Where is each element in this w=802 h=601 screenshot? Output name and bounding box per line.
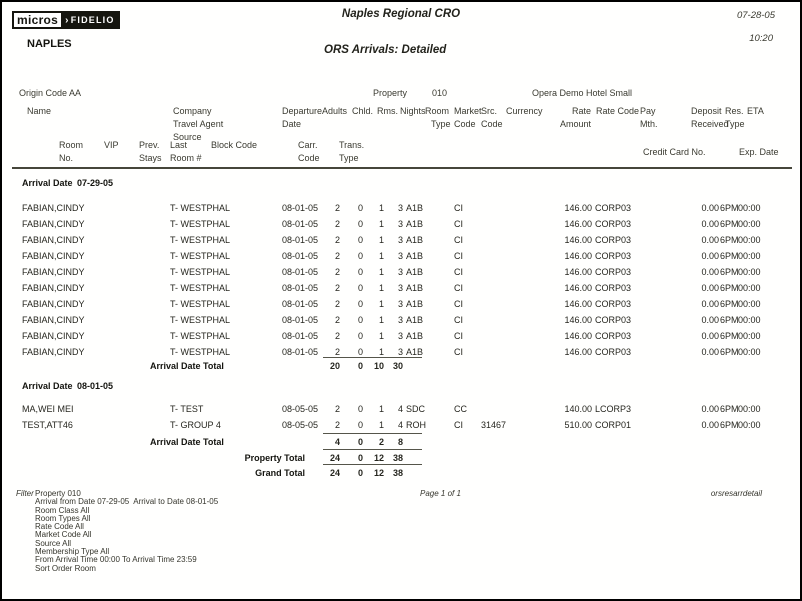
arrival-date-label: Arrival Date (22, 178, 73, 188)
cell-room_type: A1B (406, 315, 424, 325)
reservation-row (2, 419, 802, 432)
column-header-carr: Carr. (298, 140, 318, 150)
column-header-trans-type-line2: Type (339, 153, 359, 163)
column-header-company-line1: Company (173, 106, 212, 116)
micros-logo-text: micros (12, 11, 63, 29)
cell-market_code: CI (454, 420, 463, 430)
cell-rooms: 1 (378, 283, 384, 293)
cell-company: T- TEST (170, 404, 204, 414)
totals-rule (323, 449, 422, 450)
cell-departure: 08-05-05 (282, 404, 319, 414)
reservation-row (2, 403, 802, 416)
cell-res_type: 6PM (720, 404, 739, 414)
column-header-res: Res. (725, 106, 744, 116)
total-nights: 38 (392, 453, 403, 463)
cell-res_type: 6PM (720, 420, 739, 430)
total-nights: 30 (392, 361, 403, 371)
totals-rule (323, 357, 422, 358)
cell-res_type: 6PM (720, 315, 739, 325)
cell-rooms: 1 (378, 299, 384, 309)
origin-code-label: Origin Code (19, 88, 68, 98)
cell-company: T- WESTPHAL (170, 267, 231, 277)
filter-line: Membership Type All (35, 547, 110, 557)
property-short-name: NAPLES (27, 38, 72, 50)
cell-departure: 08-01-05 (282, 299, 319, 309)
cell-rate_code: CORP03 (595, 235, 632, 245)
cell-rate_code: CORP03 (595, 203, 632, 213)
cell-res_type: 6PM (720, 299, 739, 309)
cell-children: 0 (357, 203, 363, 213)
cell-rooms: 1 (378, 251, 384, 261)
cell-room_type: A1B (406, 267, 424, 277)
filter-criteria-list (35, 490, 218, 573)
column-header-last-room-number: Room # (170, 153, 202, 163)
totals-rule (323, 464, 422, 465)
cell-children: 0 (357, 299, 363, 309)
column-header-mth: Mth. (640, 119, 658, 129)
column-header-departure: Departure (282, 106, 323, 116)
cell-res_type: 6PM (720, 203, 739, 213)
cell-rate_amount: 146.00 (564, 299, 592, 309)
cell-company: T- WESTPHAL (170, 219, 231, 229)
total-rooms: 12 (373, 468, 384, 478)
filter-line: Room Types All (35, 513, 91, 523)
totals-rule (323, 433, 422, 434)
cell-name: FABIAN,CINDY (22, 267, 85, 277)
filter-line: Arrival from Date 07-29-05 Arrival to Date 08-01-05 (35, 497, 219, 507)
cell-market_code: CI (454, 251, 463, 261)
column-header-travel-agent: Travel Agent (173, 119, 224, 129)
arrival-date-value: 08-01-05 (77, 381, 114, 391)
arrival-date-value: 07-29-05 (77, 178, 114, 188)
property-name: Opera Demo Hotel Small (532, 88, 633, 98)
cell-adults: 2 (334, 283, 340, 293)
column-header-last: Last (170, 140, 188, 150)
cell-res_type: 6PM (720, 251, 739, 261)
cell-departure: 08-01-05 (282, 219, 319, 229)
cell-adults: 2 (334, 347, 340, 357)
filter-line: Market Code All (35, 530, 92, 540)
column-header-adults: Adults (322, 106, 348, 116)
total-children: 0 (357, 361, 363, 371)
cell-room_type: A1B (406, 219, 424, 229)
cell-rooms: 1 (378, 404, 384, 414)
column-header-src: Src. (481, 106, 498, 116)
cell-src_code: 31467 (481, 420, 507, 430)
cell-adults: 2 (334, 235, 340, 245)
cell-market_code: CI (454, 283, 463, 293)
cro-title: Naples Regional CRO (341, 8, 461, 20)
grand-total-row (2, 467, 802, 480)
column-header-credit-card: Credit Card No. (643, 147, 706, 157)
cell-departure: 08-01-05 (282, 331, 319, 341)
total-children: 0 (357, 453, 363, 463)
cell-adults: 2 (334, 267, 340, 277)
column-header-pay: Pay (640, 106, 656, 116)
cell-company: T- WESTPHAL (170, 299, 231, 309)
cell-rooms: 1 (378, 219, 384, 229)
cell-res_type: 6PM (720, 331, 739, 341)
print-date: 07-28-05 (736, 10, 775, 21)
grand-total-label: Grand Total (255, 468, 305, 478)
cell-children: 0 (357, 331, 363, 341)
cell-eta: 00:00 (738, 347, 761, 357)
cell-deposit: 0.00 (701, 404, 719, 414)
filter-line: Room Class All (35, 505, 90, 515)
cell-company: T- WESTPHAL (170, 283, 231, 293)
cell-name: FABIAN,CINDY (22, 299, 85, 309)
cell-company: T- WESTPHAL (170, 203, 231, 213)
cell-rate_code: CORP03 (595, 347, 632, 357)
property-label: Property (373, 88, 408, 98)
property-total-label: Property Total (244, 453, 305, 463)
total-rooms: 10 (373, 361, 384, 371)
cell-company: T- WESTPHAL (170, 331, 231, 341)
cell-rate_code: LCORP3 (595, 404, 632, 414)
cell-room_type: A1B (406, 235, 424, 245)
cell-nights: 3 (397, 267, 403, 277)
column-header-children: Chld. (352, 106, 374, 116)
cell-eta: 00:00 (738, 203, 761, 213)
column-header-received: Received (691, 119, 729, 129)
cell-name: FABIAN,CINDY (22, 331, 85, 341)
column-header-exp-date: Exp. Date (739, 147, 779, 157)
cell-room_type: A1B (406, 251, 424, 261)
cell-eta: 00:00 (738, 251, 761, 261)
cell-nights: 4 (397, 404, 403, 414)
cell-children: 0 (357, 420, 363, 430)
column-header-block-code: Block Code (211, 140, 258, 150)
cell-nights: 3 (397, 283, 403, 293)
report-title: ORS Arrivals: Detailed (324, 44, 447, 56)
reservation-row (2, 330, 802, 343)
total-adults: 24 (329, 468, 340, 478)
cell-eta: 00:00 (738, 219, 761, 229)
cell-children: 0 (357, 283, 363, 293)
cell-company: T- WESTPHAL (170, 251, 231, 261)
cell-adults: 2 (334, 404, 340, 414)
cell-room_type: A1B (406, 283, 424, 293)
cell-children: 0 (357, 267, 363, 277)
column-header-date: Date (282, 119, 302, 129)
reservation-row (2, 234, 802, 247)
total-children: 0 (357, 437, 363, 447)
cell-market_code: CI (454, 267, 463, 277)
column-header-carr-code-line2: Code (298, 153, 320, 163)
cell-rooms: 1 (378, 347, 384, 357)
total-nights: 8 (397, 437, 403, 447)
cell-rate_amount: 146.00 (564, 315, 592, 325)
total-nights: 38 (392, 468, 403, 478)
reservation-row (2, 218, 802, 231)
arrow-right-icon: › (65, 14, 70, 26)
cell-deposit: 0.00 (701, 299, 719, 309)
cell-departure: 08-01-05 (282, 283, 319, 293)
arrival-date-total-label: Arrival Date Total (150, 361, 224, 371)
reservation-row (2, 314, 802, 327)
filter-line: Source All (35, 538, 72, 548)
cell-market_code: CI (454, 331, 463, 341)
filter-line: Property 010 (35, 489, 81, 498)
cell-res_type: 6PM (720, 219, 739, 229)
cell-deposit: 0.00 (701, 267, 719, 277)
cell-deposit: 0.00 (701, 203, 719, 213)
filter-label: Filter (16, 489, 34, 498)
cell-departure: 08-01-05 (282, 267, 319, 277)
cell-market_code: CI (454, 219, 463, 229)
total-rooms: 2 (378, 437, 384, 447)
cell-rate_amount: 146.00 (564, 283, 592, 293)
cell-name: TEST,ATT46 (22, 420, 73, 430)
cell-children: 0 (357, 315, 363, 325)
column-header-res-type-line2: Type (725, 119, 745, 129)
cell-rate_amount: 146.00 (564, 203, 592, 213)
column-header-rooms: Rms. (377, 106, 398, 116)
cell-name: FABIAN,CINDY (22, 203, 85, 213)
cell-deposit: 0.00 (701, 420, 719, 430)
reservation-row (2, 282, 802, 295)
cell-deposit: 0.00 (701, 235, 719, 245)
column-header-prev: Prev. (139, 140, 160, 150)
cell-eta: 00:00 (738, 235, 761, 245)
cell-nights: 3 (397, 219, 403, 229)
cell-eta: 00:00 (738, 283, 761, 293)
filter-line: From Arrival Time 00:00 To Arrival Time 23:59 (35, 555, 197, 565)
cell-eta: 00:00 (738, 331, 761, 341)
cell-rate_code: CORP03 (595, 251, 632, 261)
column-header-eta: ETA (747, 106, 764, 116)
total-adults: 24 (329, 453, 340, 463)
column-header-room-no-line1: Room (59, 140, 84, 150)
cell-rate_amount: 146.00 (564, 219, 592, 229)
cell-name: FABIAN,CINDY (22, 219, 85, 229)
cell-nights: 3 (397, 251, 403, 261)
cell-deposit: 0.00 (701, 219, 719, 229)
cell-departure: 08-01-05 (282, 315, 319, 325)
cell-eta: 00:00 (738, 420, 761, 430)
cell-market_code: CI (454, 347, 463, 357)
cell-adults: 2 (334, 420, 340, 430)
cell-children: 0 (357, 251, 363, 261)
cell-departure: 08-05-05 (282, 420, 319, 430)
cell-adults: 2 (334, 299, 340, 309)
cell-room_type: A1B (406, 203, 424, 213)
cell-rate_amount: 146.00 (564, 235, 592, 245)
cell-rate_amount: 146.00 (564, 251, 592, 261)
origin-code-value: AA (69, 88, 82, 98)
cell-market_code: CI (454, 315, 463, 325)
section-arrival-date (2, 380, 802, 393)
arrival-date-total-row (2, 436, 802, 449)
column-header-source: Source (173, 132, 202, 142)
print-time: 10:20 (749, 33, 773, 44)
cell-deposit: 0.00 (701, 315, 719, 325)
reservation-row (2, 266, 802, 279)
cell-rate_code: CORP03 (595, 331, 632, 341)
cell-children: 0 (357, 219, 363, 229)
cell-rate_amount: 146.00 (564, 267, 592, 277)
cell-name: FABIAN,CINDY (22, 251, 85, 261)
arrival-date-total-label: Arrival Date Total (150, 437, 224, 447)
report-id: orsresarrdetail (710, 489, 762, 498)
total-adults: 20 (329, 361, 340, 371)
cell-name: FABIAN,CINDY (22, 347, 85, 357)
cell-company: T- GROUP 4 (170, 420, 221, 430)
cell-nights: 3 (397, 315, 403, 325)
cell-departure: 08-01-05 (282, 347, 319, 357)
arrival-date-total-row (2, 360, 802, 373)
column-header-room-type-line1: Room (425, 106, 450, 116)
cell-name: MA,WEI MEI (22, 404, 74, 414)
cell-deposit: 0.00 (701, 251, 719, 261)
cell-name: FABIAN,CINDY (22, 235, 85, 245)
filter-line: Sort Order Room (35, 563, 96, 573)
cell-rooms: 1 (378, 315, 384, 325)
total-adults: 4 (334, 437, 340, 447)
column-header-room-no-line2: No. (59, 153, 74, 163)
arrival-date-label: Arrival Date (22, 381, 73, 391)
cell-departure: 08-01-05 (282, 203, 319, 213)
cell-room_type: A1B (406, 347, 424, 357)
cell-room_type: A1B (406, 331, 424, 341)
cell-children: 0 (357, 404, 363, 414)
cell-rate_amount: 510.00 (564, 420, 592, 430)
filter-line: Rate Code All (35, 522, 84, 532)
cell-rooms: 1 (378, 331, 384, 341)
column-header-room-type-line2: Type (431, 119, 451, 129)
total-children: 0 (357, 468, 363, 478)
column-header-market: Market (454, 106, 482, 116)
cell-rate_code: CORP03 (595, 267, 632, 277)
cell-rate_code: CORP03 (595, 315, 632, 325)
cell-children: 0 (357, 235, 363, 245)
column-header-vip: VIP (104, 140, 119, 150)
cell-rate_code: CORP03 (595, 219, 632, 229)
reservation-row (2, 202, 802, 215)
column-header-currency: Currency (506, 106, 543, 116)
cell-nights: 3 (397, 299, 403, 309)
cell-rooms: 1 (378, 235, 384, 245)
cell-adults: 2 (334, 315, 340, 325)
column-header-rate-code: Rate Code (596, 106, 640, 116)
cell-eta: 00:00 (738, 299, 761, 309)
cell-children: 0 (357, 347, 363, 357)
fidelio-logo-text: FIDELIO (70, 15, 115, 25)
cell-eta: 00:00 (738, 404, 761, 414)
cell-nights: 3 (397, 347, 403, 357)
cell-rate_amount: 146.00 (564, 347, 592, 357)
cell-name: FABIAN,CINDY (22, 283, 85, 293)
reservation-row (2, 250, 802, 263)
cell-room_type: ROH (406, 420, 426, 430)
column-header-rate: Rate (571, 106, 591, 116)
cell-company: T- WESTPHAL (170, 347, 231, 357)
cell-res_type: 6PM (720, 235, 739, 245)
cell-nights: 3 (397, 331, 403, 341)
total-rooms: 12 (373, 453, 384, 463)
cell-rate_code: CORP03 (595, 283, 632, 293)
cell-name: FABIAN,CINDY (22, 315, 85, 325)
cell-departure: 08-01-05 (282, 251, 319, 261)
cell-adults: 2 (334, 251, 340, 261)
cell-rooms: 1 (378, 203, 384, 213)
cell-nights: 4 (397, 420, 403, 430)
cell-rate_code: CORP03 (595, 299, 632, 309)
page-number: Page 1 of 1 (420, 489, 461, 498)
property-code: 010 (432, 88, 448, 98)
cell-eta: 00:00 (738, 267, 761, 277)
column-header-trans: Trans. (339, 140, 365, 150)
column-header-name: Name (27, 106, 52, 116)
cell-room_type: SDC (406, 404, 426, 414)
cell-market_code: CC (454, 404, 467, 414)
cell-market_code: CI (454, 203, 463, 213)
cell-market_code: CI (454, 235, 463, 245)
reservation-row (2, 298, 802, 311)
cell-company: T- WESTPHAL (170, 235, 231, 245)
cell-adults: 2 (334, 219, 340, 229)
cell-rooms: 1 (378, 420, 384, 430)
cell-rooms: 1 (378, 267, 384, 277)
cell-res_type: 6PM (720, 283, 739, 293)
column-header-market-code-line2: Code (454, 119, 476, 129)
cell-market_code: CI (454, 299, 463, 309)
column-header-nights: Nights (400, 106, 426, 116)
column-header-amount: Amount (559, 119, 591, 129)
column-header-deposit: Deposit (691, 106, 722, 116)
cell-company: T- WESTPHAL (170, 315, 231, 325)
cell-deposit: 0.00 (701, 331, 719, 341)
cell-deposit: 0.00 (701, 347, 719, 357)
cell-rate_code: CORP01 (595, 420, 632, 430)
cell-adults: 2 (334, 331, 340, 341)
cell-nights: 3 (397, 235, 403, 245)
cell-departure: 08-01-05 (282, 235, 319, 245)
cell-eta: 00:00 (738, 315, 761, 325)
cell-res_type: 6PM (720, 267, 739, 277)
cell-nights: 3 (397, 203, 403, 213)
cell-adults: 2 (334, 203, 340, 213)
section-arrival-date (2, 177, 802, 190)
column-header-stays: Stays (139, 153, 162, 163)
cell-deposit: 0.00 (701, 283, 719, 293)
column-header-src-code-line2: Code (481, 119, 503, 129)
cell-res_type: 6PM (720, 347, 739, 357)
cell-rate_amount: 146.00 (564, 331, 592, 341)
cell-rate_amount: 140.00 (564, 404, 592, 414)
cell-room_type: A1B (406, 299, 424, 309)
